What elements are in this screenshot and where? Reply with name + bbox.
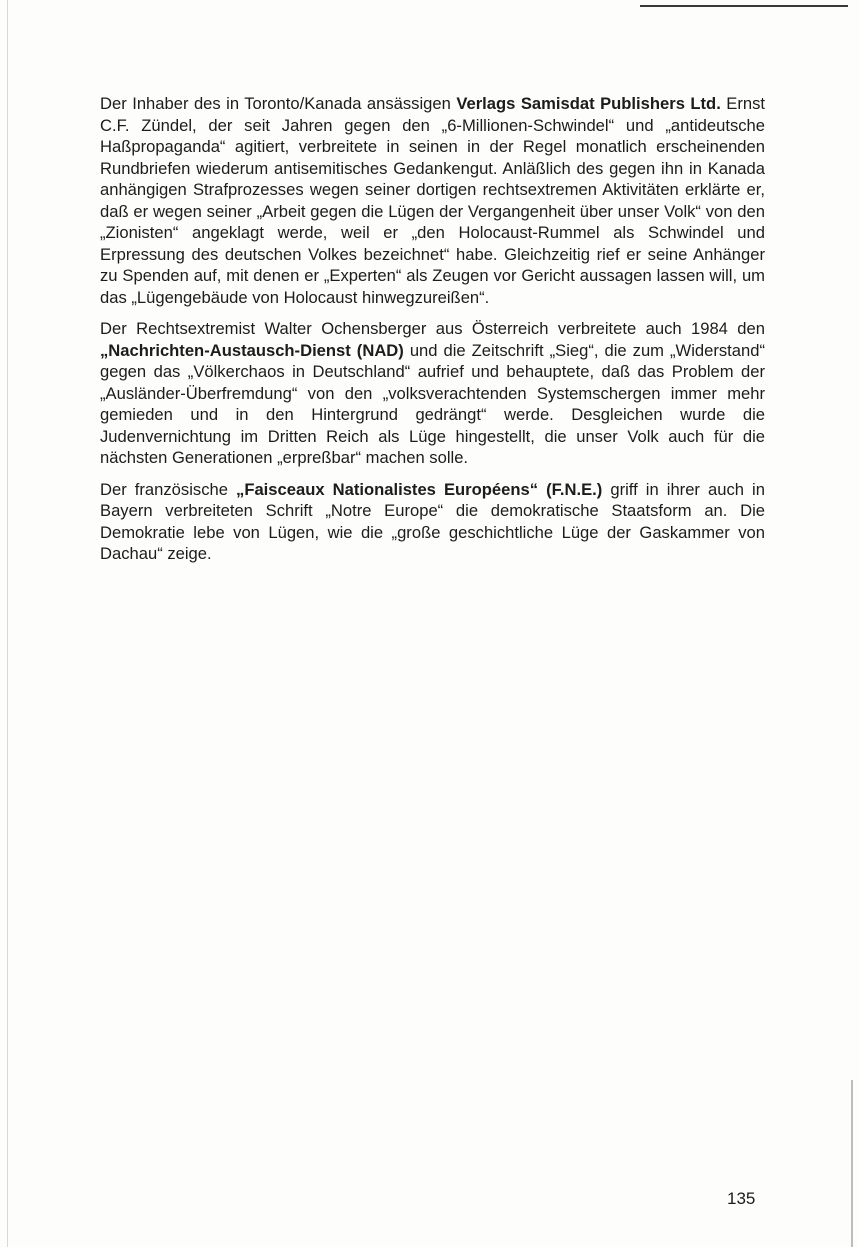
paragraph-zuendel [100, 93, 765, 308]
text-segment: griff in ihrer auch in Bayern verbreiteten Schrift „Notre Europe“ die demokratische Staatsform an. Die Demokratie lebe von Lügen, wie die „große geschichtliche Lüge der Gaskammer von Dachau“ zeige. [100, 479, 765, 563]
text-segment: Der Rechtsextremist Walter Ochensberger aus Österreich verbreitete auch 1984 den [100, 319, 765, 338]
bold-term-fne: „Faisceaux Nationalistes Européens“ (F.N.E.) [236, 479, 603, 499]
bold-term-samisdat: Verlags Samisdat Publishers Ltd. [456, 94, 721, 113]
text-segment: Ernst C.F. Zündel, der seit Jahren gegen den „6-Millionen-Schwindel“ und „antideutsche Haßpropaganda“ agitiert, verbreitete in seinen in der Regel monatlich erscheinenden Rundbriefen wiederum antisemitisches Gedankengut. Anläßlich des gegen ihn in Kanada anhängigen Strafprozesses wegen seiner dortigen rechtsextremen Aktivitäten erklärte er, daß er wegen seiner „Arbeit gegen die Lügen der Vergangenheit über unser Volk“ von den „Zionisten“ angeklagt werde, weil er „den Holocaust-Rummel als Schwindel und Erpressung des deutschen Volkes bezeichnet“ habe. Gleichzeitig rief er seine Anhänger zu Spenden auf, mit denen er „Experten“ als Zeugen vor Gericht aussagen lassen will, um das „Lügengebäude von Holocaust hinwegzureißen“. [100, 94, 766, 307]
text-segment: Der Inhaber des in Toronto/Kanada ansässigen [100, 94, 457, 113]
page-number: 135 [727, 1189, 756, 1208]
top-rule [640, 5, 848, 7]
scan-edge-left [7, 0, 8, 1247]
paragraph-fne [100, 479, 765, 565]
bold-term-nad: „Nachrichten-Austausch-Dienst (NAD) [100, 340, 404, 360]
paragraph-ochensberger [100, 318, 765, 469]
text-segment: und die Zeitschrift „Sieg“, die zum „Widerstand“ gegen das „Völkerchaos in Deutschland“ aufrief und behauptete, daß das Problem der „Ausländer-Überfremdung“ von den „volksverachtenden Systemschergen immer mehr gemieden und in den Hintergrund gedrängt“ werde. Desgleichen wurde die Judenvernichtung im Dritten Reich als Lüge hingestellt, die unser Volk auch für die nächsten Generationen „erpreßbar“ machen solle. [100, 340, 765, 467]
text-segment: Der französische [100, 479, 237, 499]
scan-edge-right [851, 1080, 853, 1247]
body-text [100, 93, 765, 575]
